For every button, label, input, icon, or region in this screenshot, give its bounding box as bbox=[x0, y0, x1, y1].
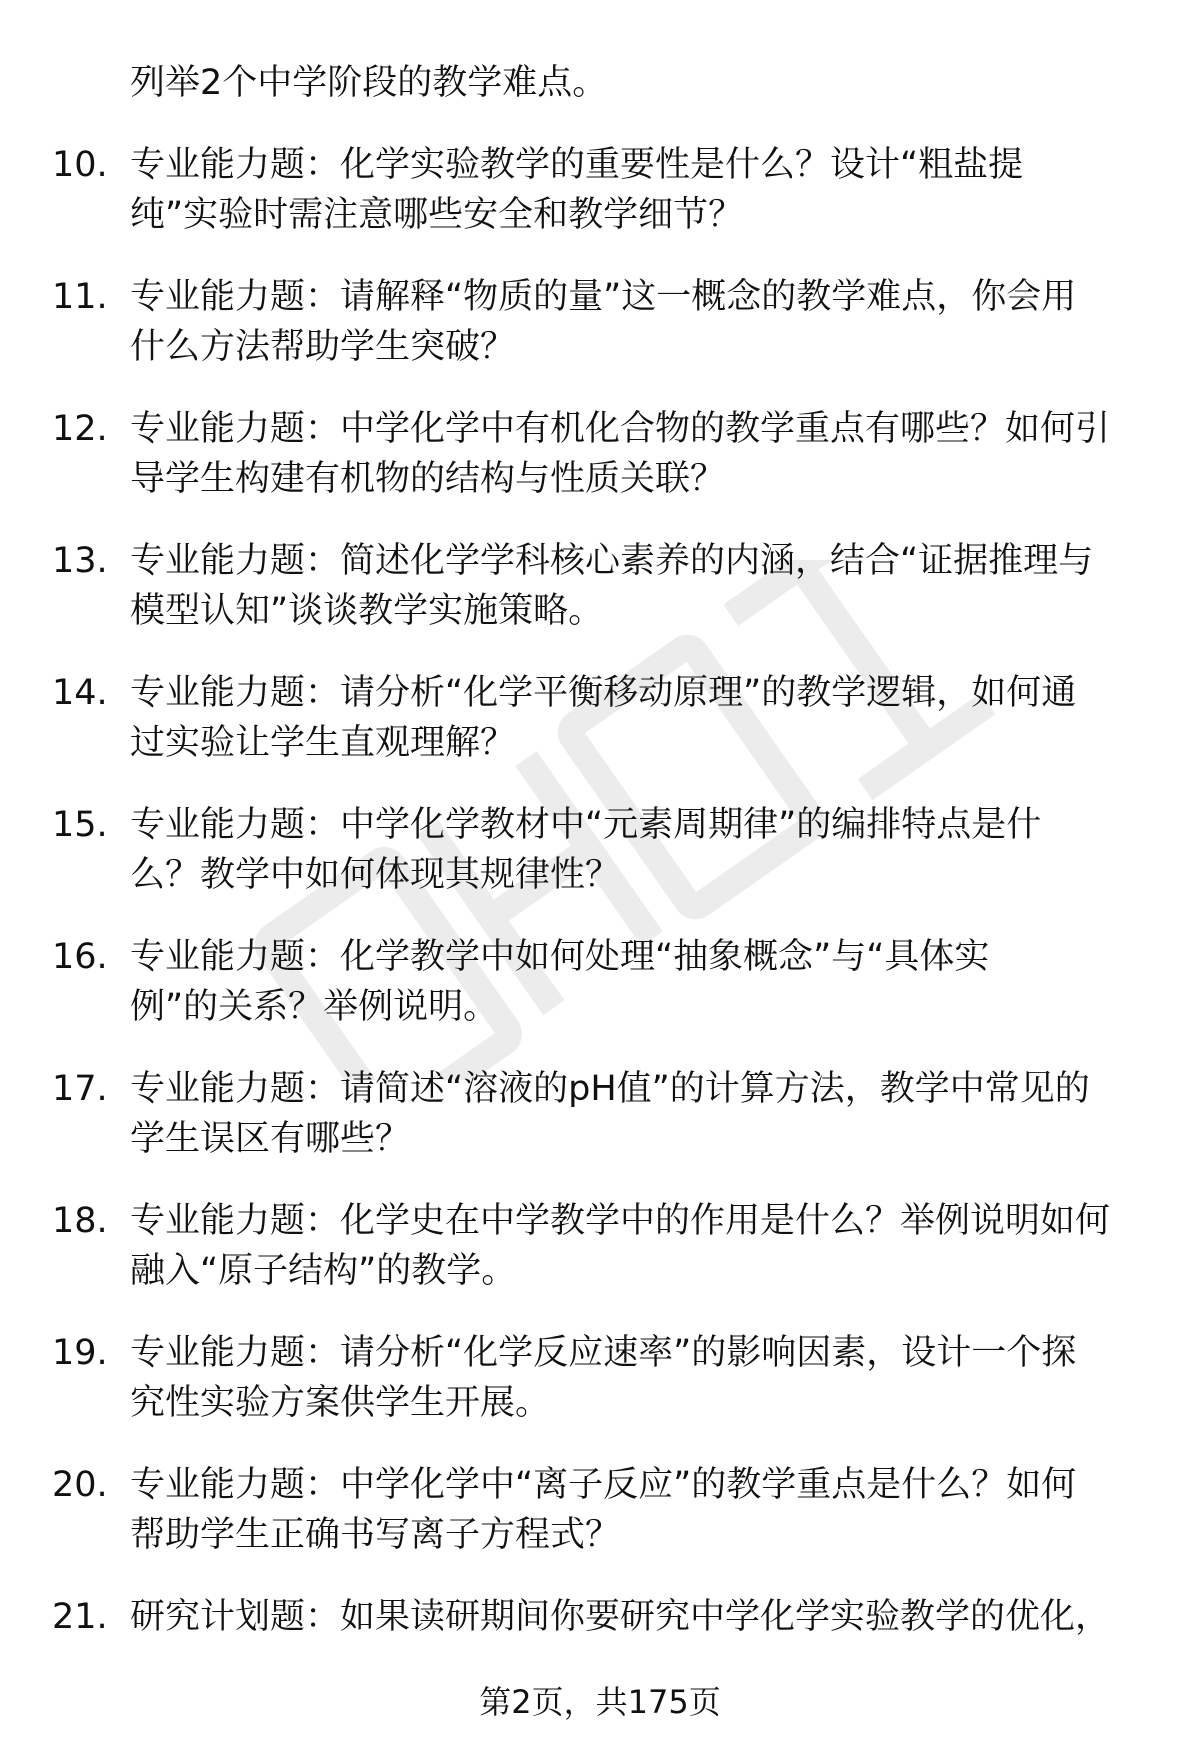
question-text bbox=[130, 1460, 1160, 1560]
question-number: 19. bbox=[52, 1333, 108, 1373]
question-number: 11. bbox=[52, 277, 108, 317]
question-number: 10. bbox=[52, 145, 108, 185]
list-item bbox=[0, 1064, 1200, 1196]
question-text bbox=[130, 272, 1160, 372]
question-text bbox=[130, 536, 1160, 636]
question-text bbox=[130, 404, 1160, 504]
question-line: 专业能力题：化学实验教学的重要性是什么？设计“粗盐提 bbox=[130, 145, 1024, 185]
question-line: 专业能力题：请分析“化学平衡移动原理”的教学逻辑，如何通 bbox=[130, 673, 1077, 713]
question-line: 专业能力题：简述化学学科核心素养的内涵，结合“证据推理与 bbox=[130, 541, 1094, 581]
question-line: 研究计划题：如果读研期间你要研究中学化学实验教学的优化， bbox=[130, 1597, 1111, 1637]
question-line: 模型认知”谈谈教学实施策略。 bbox=[130, 591, 604, 631]
question-text bbox=[130, 932, 1160, 1032]
question-line: 例”的关系？举例说明。 bbox=[130, 987, 499, 1027]
question-line: 融入“原子结构”的教学。 bbox=[130, 1251, 517, 1291]
list-item bbox=[0, 668, 1200, 800]
list-item bbox=[0, 1196, 1200, 1328]
question-line: 学生误区有哪些？ bbox=[130, 1119, 411, 1159]
question-line: 究性实验方案供学生开展。 bbox=[130, 1383, 551, 1423]
question-number: 16. bbox=[52, 937, 108, 977]
list-item bbox=[0, 140, 1200, 272]
question-line: 专业能力题：请简述“溶液的pH值”的计算方法，教学中常见的 bbox=[130, 1069, 1090, 1109]
list-item bbox=[0, 800, 1200, 932]
question-line: 过实验让学生直观理解？ bbox=[130, 723, 516, 763]
question-line: 专业能力题：中学化学中有机化合物的教学重点有哪些？如何引 bbox=[130, 409, 1111, 449]
question-text bbox=[130, 1328, 1160, 1428]
question-text bbox=[130, 1592, 1160, 1642]
question-text bbox=[130, 800, 1160, 900]
question-number: 13. bbox=[52, 541, 108, 581]
question-line: 专业能力题：化学史在中学教学中的作用是什么？举例说明如何 bbox=[130, 1201, 1111, 1241]
question-number: 21. bbox=[52, 1597, 108, 1637]
question-line: 专业能力题：请分析“化学反应速率”的影响因素，设计一个探 bbox=[130, 1333, 1077, 1373]
question-line: 什么方法帮助学生突破？ bbox=[130, 327, 516, 367]
question-line: 专业能力题：中学化学教材中“元素周期律”的编排特点是什 bbox=[130, 805, 1042, 845]
question-line: 帮助学生正确书写离子方程式？ bbox=[130, 1515, 621, 1555]
question-text bbox=[130, 1064, 1160, 1164]
question-text bbox=[130, 140, 1160, 240]
list-item bbox=[0, 1460, 1200, 1592]
question-list bbox=[0, 140, 1200, 1724]
question-line: 么？教学中如何体现其规律性？ bbox=[130, 855, 621, 895]
question-line: 纯”实验时需注意哪些安全和教学细节？ bbox=[130, 195, 744, 235]
question-text bbox=[130, 668, 1160, 768]
question-line: 导学生构建有机物的结构与性质关联？ bbox=[130, 459, 726, 499]
question-number: 15. bbox=[52, 805, 108, 845]
list-item bbox=[0, 404, 1200, 536]
list-item bbox=[0, 272, 1200, 404]
question-number: 14. bbox=[52, 673, 108, 713]
list-item bbox=[0, 1328, 1200, 1460]
question-number: 18. bbox=[52, 1201, 108, 1241]
question-line: 专业能力题：中学化学中“离子反应”的教学重点是什么？如何 bbox=[130, 1465, 1077, 1505]
intro-line: 列举2个中学阶段的教学难点。 bbox=[130, 63, 608, 103]
page-footer: 第2页，共175页 bbox=[479, 1683, 721, 1721]
question-number: 12. bbox=[52, 409, 108, 449]
question-text bbox=[130, 1196, 1160, 1296]
question-number: 20. bbox=[52, 1465, 108, 1505]
question-line: 专业能力题：请解释“物质的量”这一概念的教学难点，你会用 bbox=[130, 277, 1077, 317]
question-number: 17. bbox=[52, 1069, 108, 1109]
question-line: 专业能力题：化学教学中如何处理“抽象概念”与“具体实 bbox=[130, 937, 990, 977]
list-item bbox=[0, 932, 1200, 1064]
list-item bbox=[0, 536, 1200, 668]
